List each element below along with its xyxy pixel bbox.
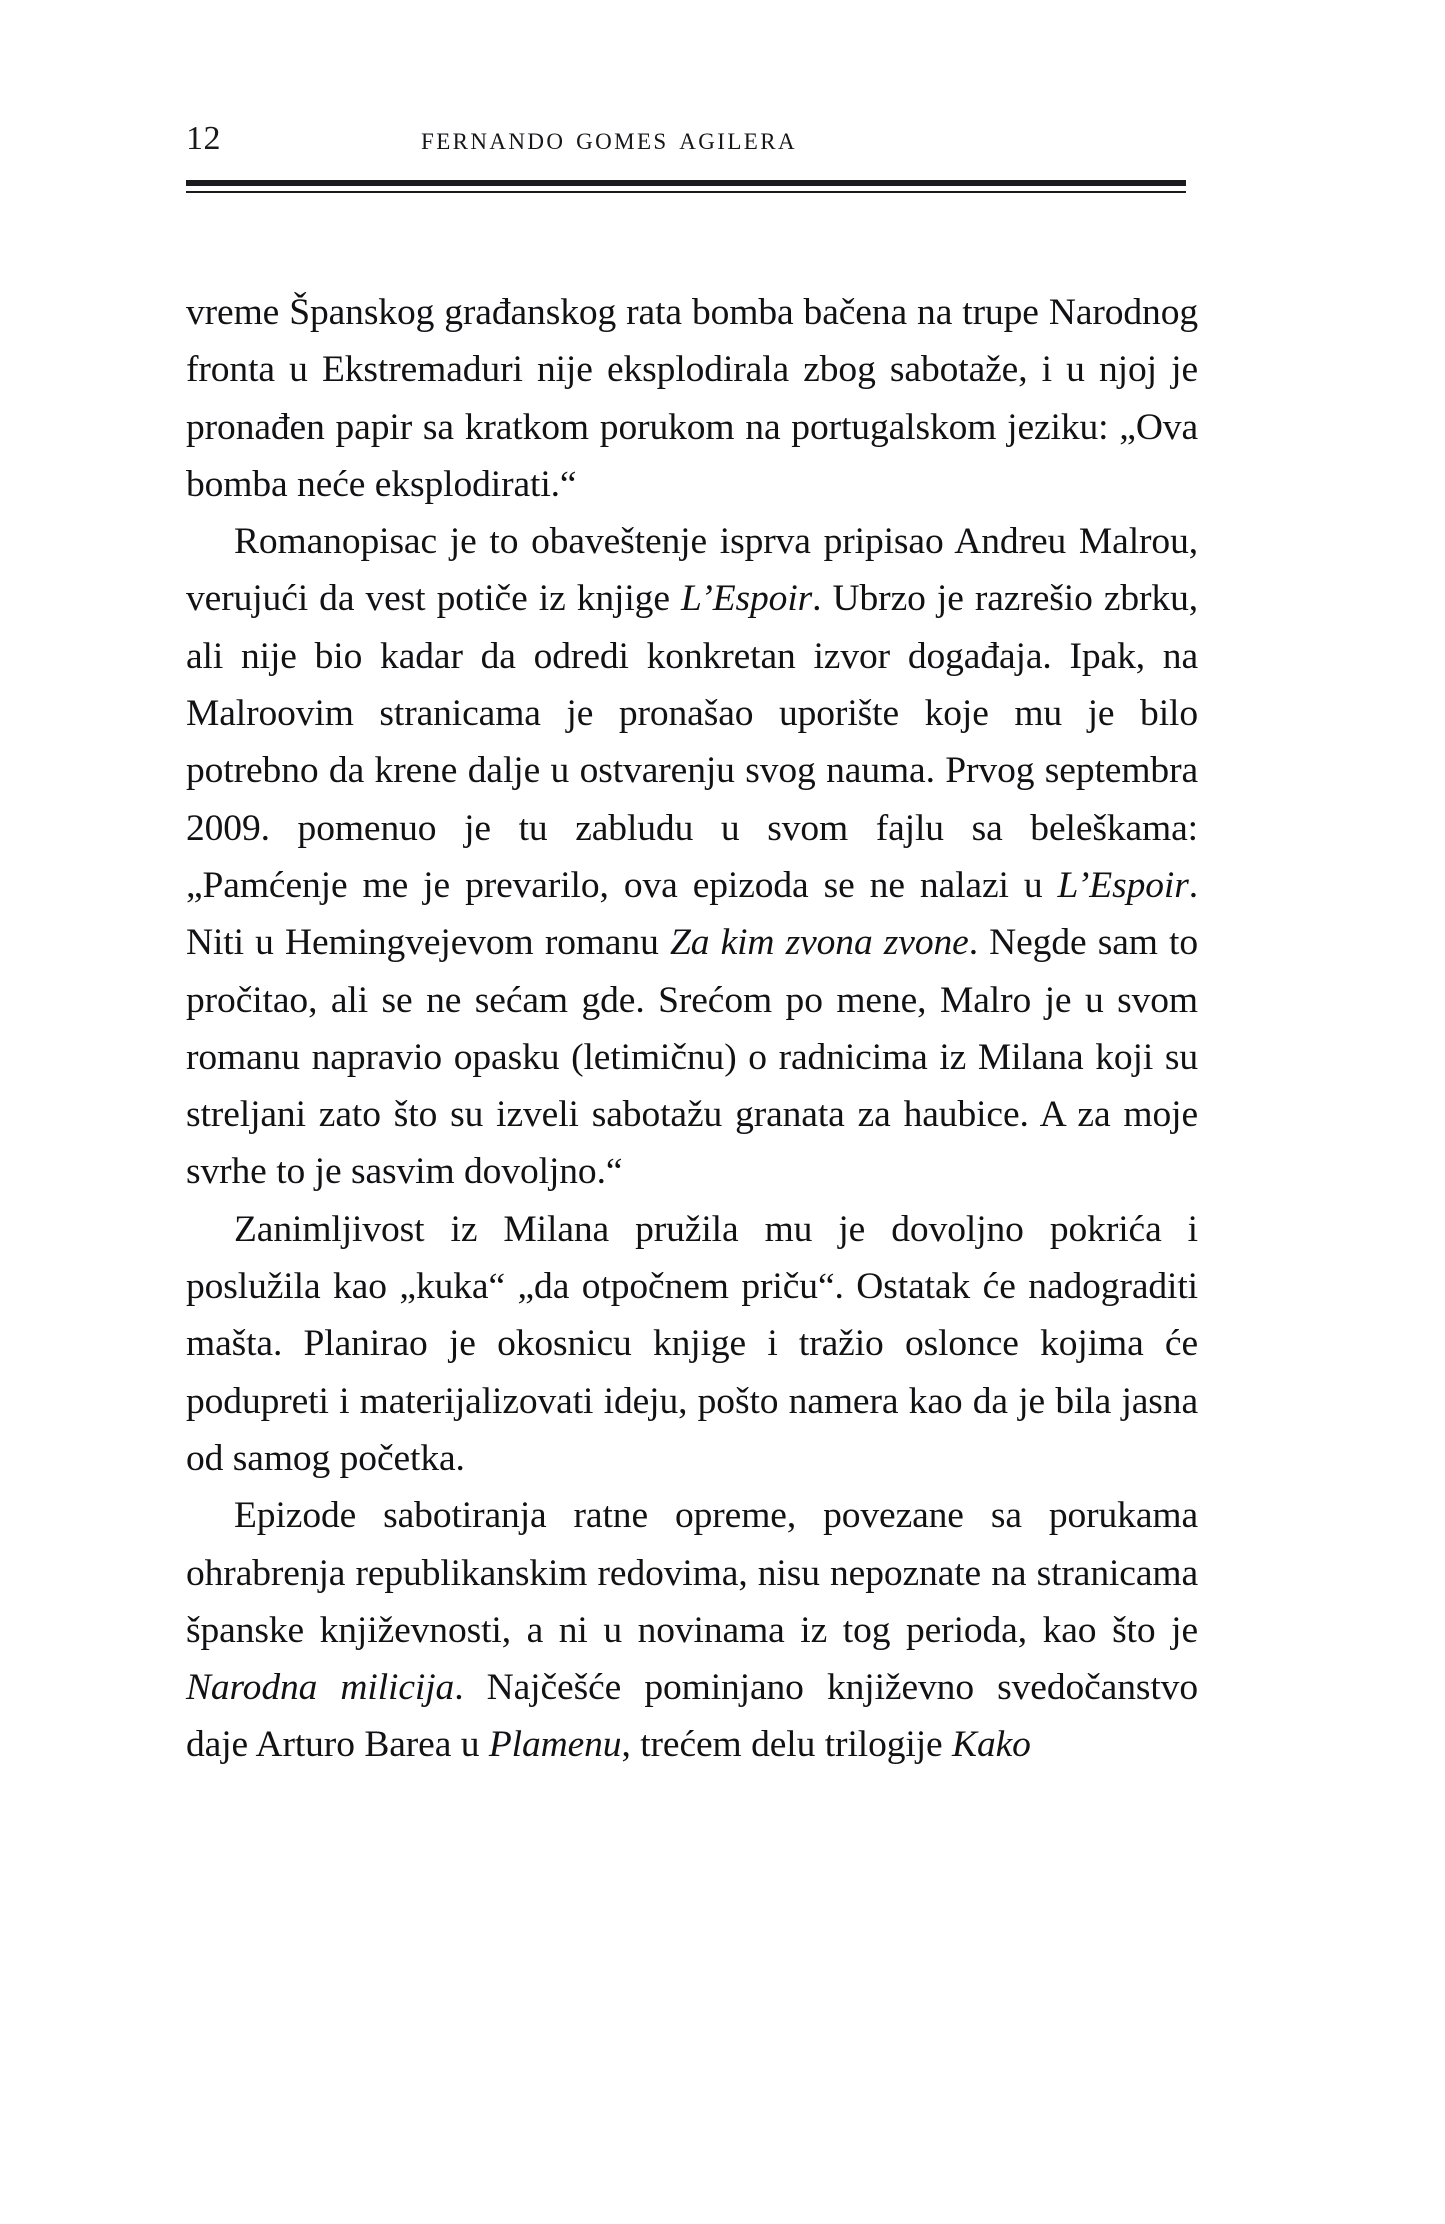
text-run: Zanimljivost iz Milana pružila mu je dovoljno pokrića i poslužila kao „kuka“ „da otpočnem priču“. Ostatak će nadograditi mašta. Planirao je okosnicu knjige i tražio oslonce kojima će podupreti i materijalizovati ideju, pošto namera kao da je bila jasna od samog početka.	[186, 1208, 1198, 1479]
text-run: , trećem delu trilogije	[621, 1724, 953, 1766]
paragraph	[186, 513, 1198, 1201]
running-head-title: fernando gomes agilera	[421, 121, 797, 157]
running-head	[186, 118, 1198, 238]
paragraph	[186, 1487, 1198, 1773]
header-rule-thin	[186, 191, 1186, 193]
italic-title: Za kim zvona zvone	[669, 922, 969, 964]
text-run: . Najčešće pominjano književno svedočanstvo daje Arturo Barea u	[186, 1667, 1198, 1766]
page-content-column	[186, 0, 1198, 1774]
page-number: 12	[186, 120, 221, 157]
text-run: . Niti u Hemingvejevom romanu	[186, 864, 1198, 964]
text-run: . Negde sam to pročitao, ali se ne sećam gde. Srećom po mene, Malro je u svom romanu napravio opasku (letimičnu) o radnicima iz Milana koji su streljani zato što su izveli sabotažu granata za haubice. A za moje svrhe to je sasvim dovoljno.“	[186, 922, 1198, 1193]
italic-title: Kako	[952, 1724, 1031, 1766]
text-run: Epizode sabotiranja ratne opreme, povezane sa porukama ohrabrenja republikanskim redovima, nisu nepoznate na stranicama španske književnosti, a ni u novinama iz tog perioda, kao što je	[186, 1495, 1198, 1651]
italic-title: Plamenu	[488, 1724, 622, 1766]
italic-title: L’Espoir	[680, 578, 813, 620]
paragraph	[186, 284, 1198, 513]
paragraph	[186, 1201, 1198, 1487]
header-double-rule	[186, 180, 1186, 193]
text-run: . Ubrzo je razrešio zbrku, ali nije bio kadar da odredi konkretan izvor događaja. Ipak, na Malroovim stranicama je pronašao uporište koje mu je bilo potrebno da krene dalje u ostvarenju svog nauma. Prvog septembra 2009. pomenuo je tu zabludu u svom fajlu sa beleškama: „Pamćenje me je prevarilo, ova epizoda se ne nalazi u	[186, 578, 1198, 906]
italic-title: L’Espoir	[1057, 864, 1189, 906]
body-text	[186, 284, 1198, 1774]
text-run: vreme Španskog građanskog rata bomba bačena na trupe Narodnog fronta u Ekstremaduri nije eksplodirala zbog sabotaže, i u njoj je pronađen papir sa kratkom porukom na portugalskom jeziku: „Ova bomba neće eksplodirati.“	[186, 292, 1198, 505]
text-run: Romanopisac je to obaveštenje isprva pripisao Andreu Malrou, verujući da vest potiče iz knjige	[186, 521, 1198, 620]
italic-title: Narodna milicija	[186, 1667, 455, 1709]
